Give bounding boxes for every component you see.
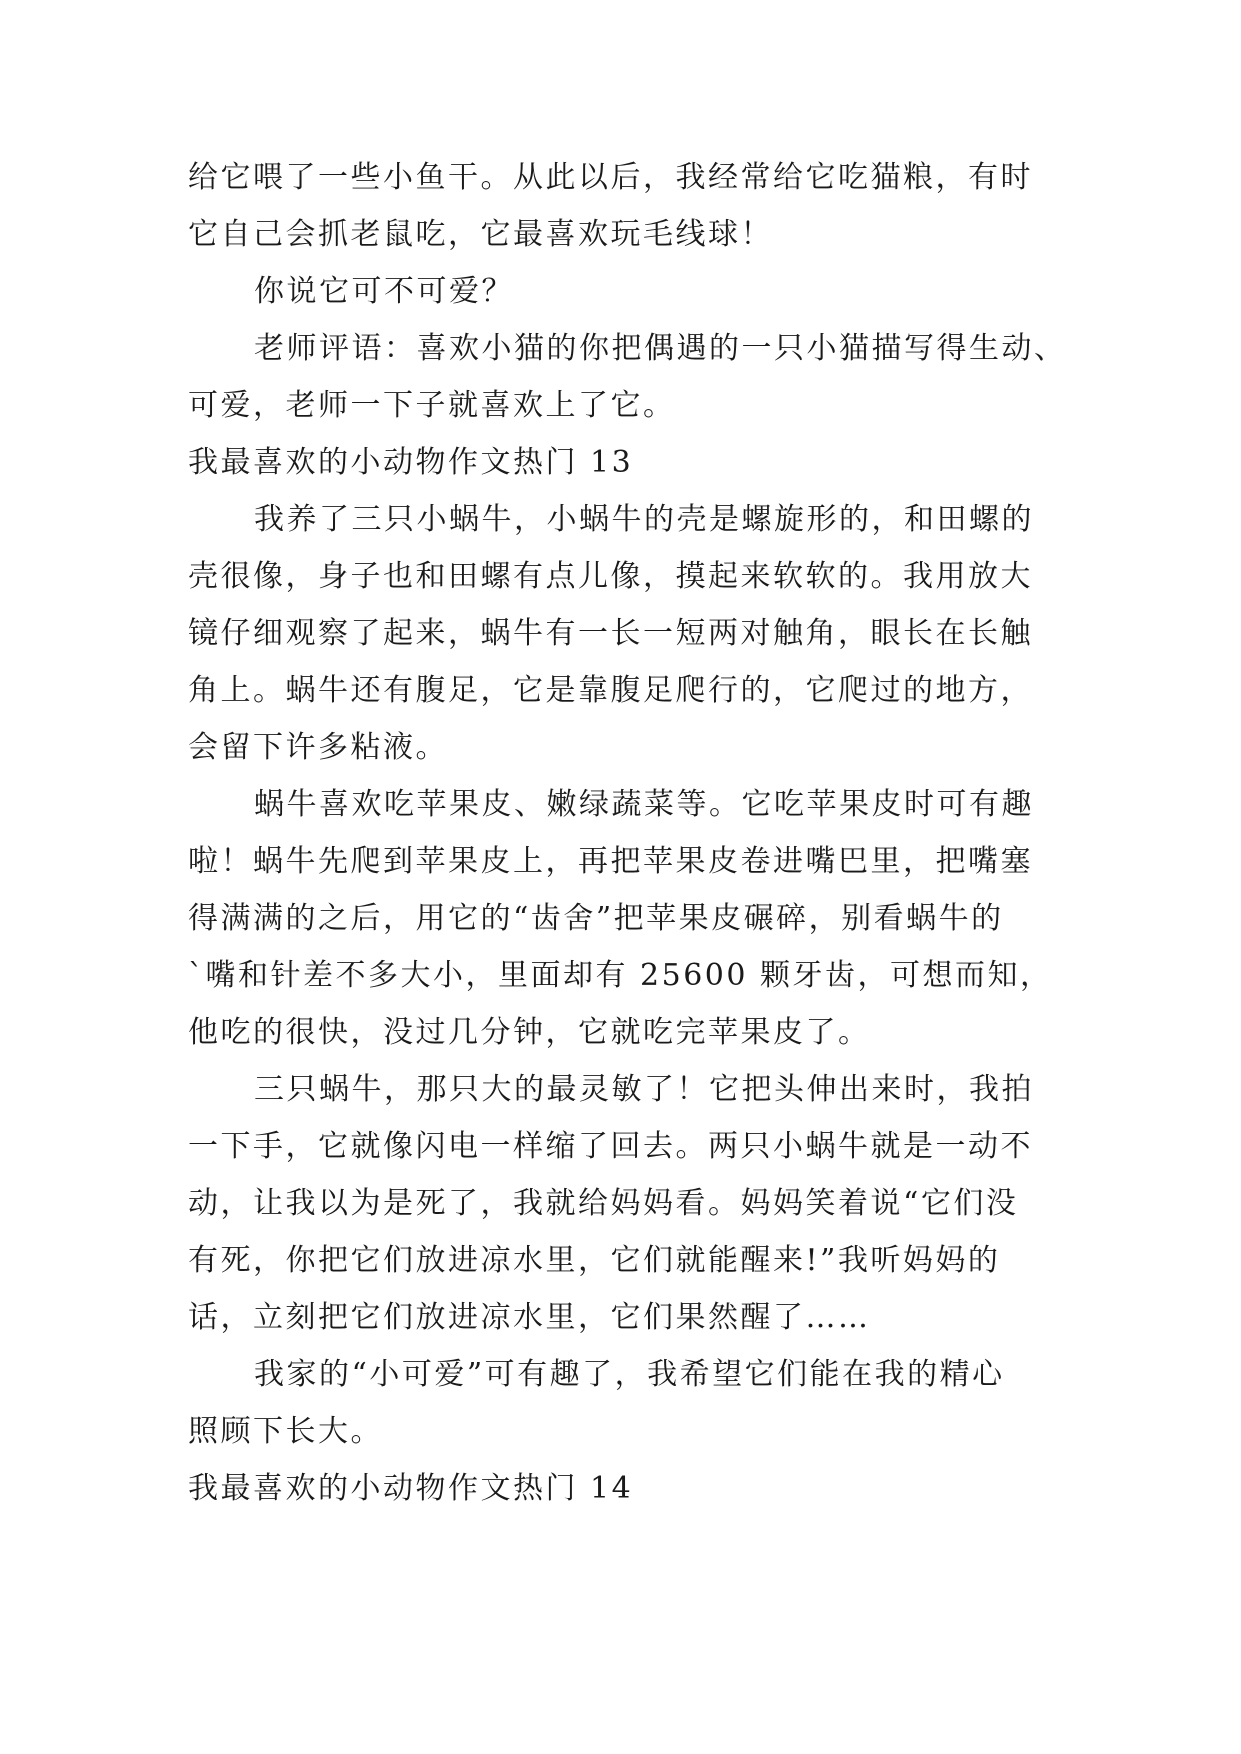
section-heading: 我最喜欢的小动物作文热门 14 [188, 1471, 634, 1506]
text-line: 话，立刻把它们放进凉水里，它们果然醒了…… [188, 1300, 871, 1335]
text-line: 可爱，老师一下子就喜欢上了它。 [188, 388, 676, 423]
text-line: 他吃的很快，没过几分钟，它就吃完苹果皮了。 [188, 1015, 871, 1050]
section-heading: 我最喜欢的小动物作文热门 13 [188, 445, 634, 480]
text-line: 得满满的之后，用它的“齿舍”把苹果皮碾碎，别看蜗牛的 [188, 901, 1004, 936]
text-line: 三只蜗牛，那只大的最灵敏了！它把头伸出来时，我拍 [254, 1072, 1034, 1107]
text-line: `嘴和针差不多大小，里面却有 25600 颗牙齿，可想而知， [188, 958, 1053, 993]
text-line: 老师评语：喜欢小猫的你把偶遇的一只小猫描写得生动、 [254, 331, 1067, 366]
text-line: 给它喂了一些小鱼干。从此以后，我经常给它吃猫粮，有时 [188, 160, 1033, 195]
text-line: 动，让我以为是死了，我就给妈妈看。妈妈笑着说“它们没 [188, 1186, 1019, 1221]
text-line: 镜仔细观察了起来，蜗牛有一长一短两对触角，眼长在长触 [188, 616, 1033, 651]
text-line: 我家的“小可爱”可有趣了，我希望它们能在我的精心 [254, 1357, 1005, 1392]
text-line: 蜗牛喜欢吃苹果皮、嫩绿蔬菜等。它吃苹果皮时可有趣 [254, 787, 1034, 822]
text-line: 壳很像，身子也和田螺有点儿像，摸起来软软的。我用放大 [188, 559, 1033, 594]
text-line: 角上。蜗牛还有腹足，它是靠腹足爬行的，它爬过的地方， [188, 673, 1033, 708]
text-line: 你说它可不可爱？ [254, 274, 514, 309]
text-line: 会留下许多粘液。 [188, 730, 448, 765]
text-line: 我养了三只小蜗牛，小蜗牛的壳是螺旋形的，和田螺的 [254, 502, 1034, 537]
text-line: 照顾下长大。 [188, 1414, 383, 1449]
text-line: 啦！蜗牛先爬到苹果皮上，再把苹果皮卷进嘴巴里，把嘴塞 [188, 844, 1033, 879]
text-line: 它自己会抓老鼠吃，它最喜欢玩毛线球！ [188, 217, 773, 252]
text-line: 有死，你把它们放进凉水里，它们就能醒来!”我听妈妈的 [188, 1243, 1001, 1278]
text-line: 一下手，它就像闪电一样缩了回去。两只小蜗牛就是一动不 [188, 1129, 1033, 1164]
